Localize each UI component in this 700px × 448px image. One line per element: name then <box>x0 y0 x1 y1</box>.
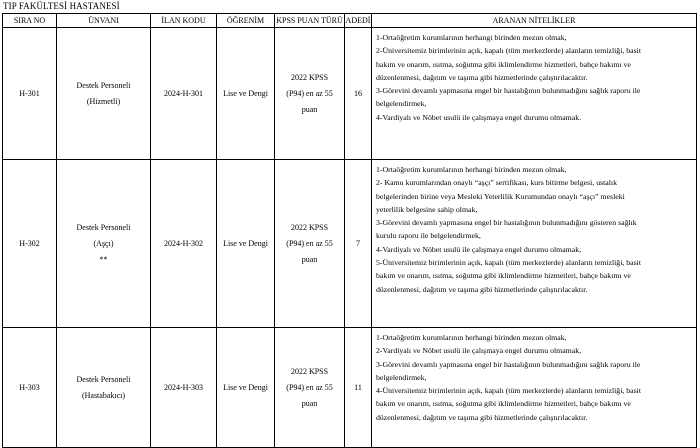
table-row <box>3 160 697 328</box>
ogrenim-cell: Lise ve Dengi <box>217 328 275 448</box>
kpss-line: (P94) en az 55 <box>286 238 333 248</box>
unvan-cell <box>57 28 151 160</box>
kpss-line: puan <box>301 398 318 408</box>
sira-no-cell: H-302 <box>3 160 57 328</box>
ilan-kodu-cell: 2024-H-302 <box>151 160 217 328</box>
unvan-line: Destek Personeli <box>76 374 131 384</box>
col-header-adedi: ADEDİ <box>345 14 372 28</box>
requirement-line: bakım ve onarım, ısıtma, soğutma gibi iklimlendirme hizmetleri, bahçe bakımı ve <box>376 59 631 69</box>
requirement-line: 4-Vardiyalı ve Nöbet usulü ile çalışmaya engel durumu olmamak. <box>376 112 582 122</box>
kpss-cell <box>275 328 345 448</box>
requirement-line: yeterlilik belgesine sahip olmak, <box>376 204 478 214</box>
ogrenim-cell: Lise ve Dengi <box>217 28 275 160</box>
sira-no-cell: H-301 <box>3 28 57 160</box>
kpss-line: 2022 KPSS <box>290 222 329 232</box>
requirement-line: 3-Görevini devamlı yapmasına engel bir hastalığının bulunmadığını sağlık raporu ile <box>376 359 641 369</box>
requirement-line: belgelendirmek, <box>376 99 427 109</box>
kpss-line: (P94) en az 55 <box>286 88 333 98</box>
kpss-line: puan <box>301 254 318 264</box>
requirement-line: belgelendirmek, <box>376 372 427 382</box>
col-header-kpss: KPSS PUAN TÜRÜ <box>275 14 345 28</box>
requirement-line: düzenlenmesi, dağıtım ve taşıma gibi hizmetlerinde çalıştırılacaktır. <box>376 284 588 294</box>
requirement-line: 3-Görevini devamlı yapmasına engel bir hastalığının bulunmadığını sağlık raporu ile <box>376 86 641 96</box>
requirement-line: belgelerinden birine veya Mesleki Yeterlilik Kurumundan onaylı “aşçı” mesleki <box>376 191 625 201</box>
kpss-cell <box>275 28 345 160</box>
requirement-line: düzenlenmesi, dağıtım ve taşıma gibi hizmetlerinde çalıştırılacaktır. <box>376 72 588 82</box>
nitelikler-cell <box>372 28 697 160</box>
requirement-line: 3-Görevini devamlı yapmasına engel bir hastalığının bulunmadığını gösteren sağlık <box>376 218 637 228</box>
unvan-line: (Hastabakıcı) <box>81 390 126 400</box>
unvan-line: Destek Personeli <box>76 80 131 90</box>
unvan-note: ** <box>99 254 108 264</box>
requirement-line: 4-Üniversitemiz birimlerinin açık, kapalı (tüm merkezlerde) alanların temizliği, basit <box>376 386 641 396</box>
col-header-unvani: ÜNVANI <box>57 14 151 28</box>
ilan-kodu-cell: 2024-H-303 <box>151 328 217 448</box>
kpss-line: puan <box>301 104 318 114</box>
col-header-ilan-kodu: İLAN KODU <box>151 14 217 28</box>
sira-no-cell: H-303 <box>3 328 57 448</box>
table-row <box>3 28 697 160</box>
requirement-line: 5-Üniversitemiz birimlerinin açık, kapalı (tüm merkezlerde) alanların temizliği, basit <box>376 258 641 268</box>
col-header-nitelikler: ARANAN NİTELİKLER <box>372 14 697 28</box>
kpss-cell <box>275 160 345 328</box>
requirement-line: 4-Vardiyalı ve Nöbet usulü ile çalışmaya engel durumu olmamak, <box>376 244 582 254</box>
requirement-line: 2-Üniversitemiz birimlerinin açık, kapalı (tüm merkezlerde) alanların temizliği, basit <box>376 46 641 56</box>
adedi-cell: 7 <box>345 160 372 328</box>
kpss-line: 2022 KPSS <box>290 72 329 82</box>
unvan-line: (Aşçı) <box>93 238 114 248</box>
adedi-cell: 16 <box>345 28 372 160</box>
unvan-cell <box>57 328 151 448</box>
header-row <box>3 14 697 28</box>
ogrenim-cell: Lise ve Dengi <box>217 160 275 328</box>
kpss-line: 2022 KPSS <box>290 366 329 376</box>
col-header-sira-no: SIRA NO <box>3 14 57 28</box>
unvan-line: (Hizmetli) <box>86 96 121 106</box>
table-row <box>3 328 697 448</box>
unvan-line: Destek Personeli <box>76 222 131 232</box>
nitelikler-cell <box>372 160 697 328</box>
adedi-cell: 11 <box>345 328 372 448</box>
requirement-line: 1-Ortaöğretim kurumlarının herhangi birinden mezun olmak, <box>376 33 567 42</box>
requirement-line: 1-Ortaöğretim kurumlarının herhangi birinden mezun olmak, <box>376 333 567 342</box>
requirement-line: bakım ve onarım, ısıtma, soğutma gibi iklimlendirme hizmetleri, bahçe bakımı ve <box>376 399 631 409</box>
requirement-line: düzenlenmesi, dağıtım ve taşıma gibi hizmetlerinde çalıştırılacaktır. <box>376 412 588 422</box>
requirement-line: kurulu raporu ile belgelendirmek, <box>376 231 481 241</box>
ilan-kodu-cell: 2024-H-301 <box>151 28 217 160</box>
kpss-line: (P94) en az 55 <box>286 382 333 392</box>
requirement-line: 2-Vardiyalı ve Nöbet usulü ile çalışmaya engel durumu olmamak, <box>376 346 582 356</box>
job-listing-table <box>2 13 697 448</box>
requirement-line: bakım ve onarım, ısıtma, soğutma gibi iklimlendirme hizmetleri, bahçe bakımı ve <box>376 271 631 281</box>
col-header-ogrenim: ÖĞRENİM <box>217 14 275 28</box>
unvan-cell <box>57 160 151 328</box>
nitelikler-cell <box>372 328 697 448</box>
requirement-line: 2- Kamu kurumlarından onaylı “aşçı” sertifikası, kurs bitirme belgesi, ustalık <box>376 178 617 188</box>
requirement-line: 1-Ortaöğretim kurumlarının herhangi birinden mezun olmak, <box>376 165 567 174</box>
table-caption: TIP FAKÜLTESİ HASTANESİ <box>3 1 120 11</box>
